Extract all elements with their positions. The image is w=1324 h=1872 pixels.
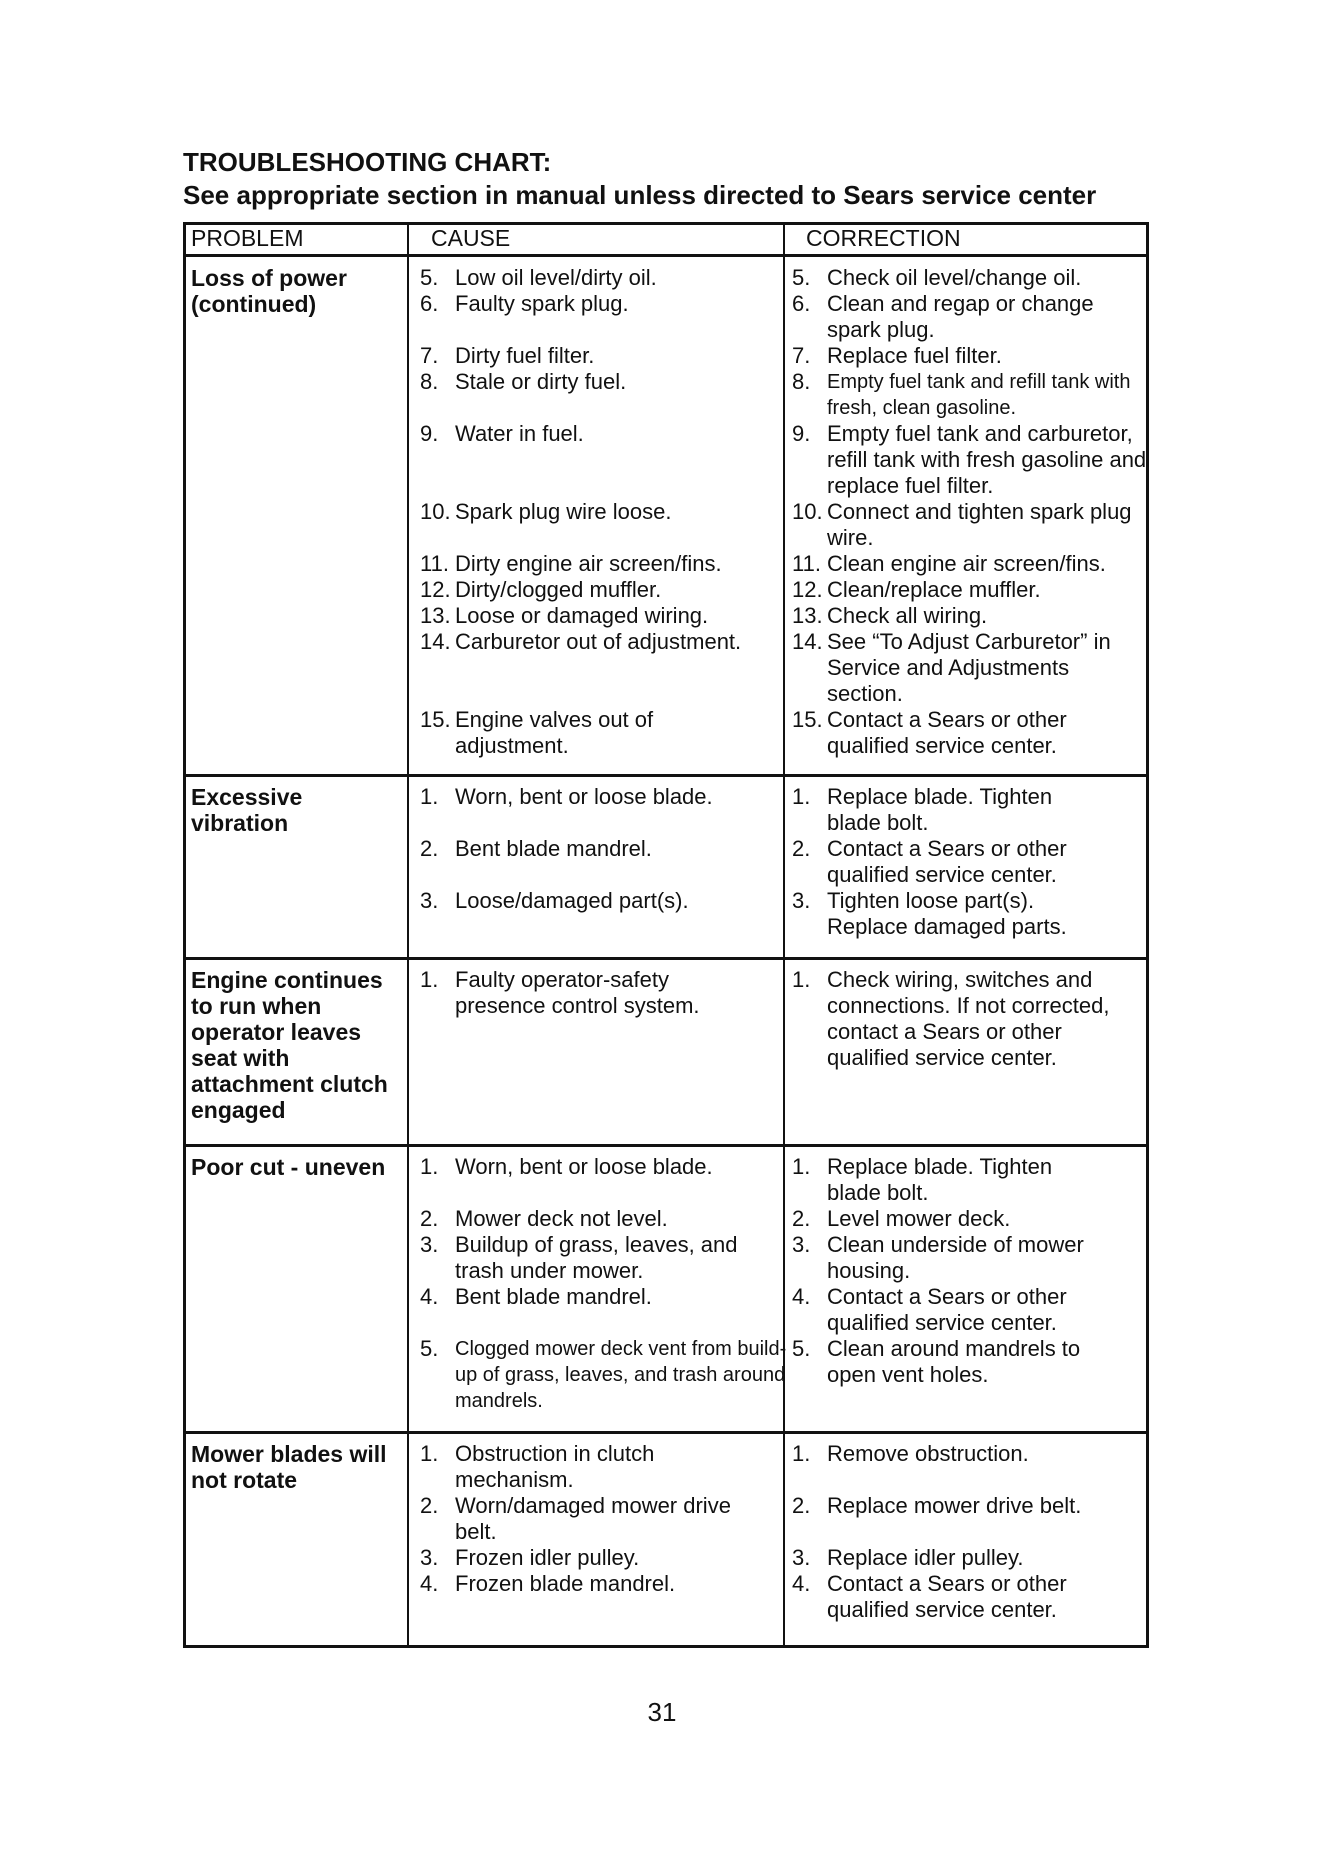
item-text: Obstruction in clutch mechanism. xyxy=(455,1441,655,1492)
item-number: 1. xyxy=(420,1441,439,1466)
item-text: Level mower deck. xyxy=(827,1206,1011,1231)
list-item xyxy=(792,1571,1102,1623)
item-text: Spark plug wire loose. xyxy=(455,499,672,524)
item-text: Engine valves out of adjustment. xyxy=(455,707,654,758)
item-text: Check wiring, switches and connections. If not corrected, contact a Sears or other qualified service center. xyxy=(827,967,1110,1070)
item-number: 9. xyxy=(792,421,811,446)
chart-subtitle: See appropriate section in manual unless directed to Sears service center xyxy=(183,180,1097,210)
list-item xyxy=(420,1571,790,1597)
item-number: 3. xyxy=(792,1545,811,1570)
item-text: Replace idler pulley. xyxy=(827,1545,1024,1570)
list-item xyxy=(420,603,790,629)
item-text: Replace blade. Tighten blade bolt. xyxy=(827,1154,1053,1205)
list-item xyxy=(792,707,1147,759)
item-text: Buildup of grass, leaves, and trash under mower. xyxy=(455,1232,738,1283)
item-text: Empty fuel tank and carburetor, refill tank with fresh gasoline and replace fuel filter. xyxy=(827,421,1147,498)
item-text: Clean underside of mower housing. xyxy=(827,1232,1084,1283)
item-number: 2. xyxy=(792,1206,811,1231)
item-number: 6. xyxy=(420,291,439,316)
list-item xyxy=(792,888,1092,940)
item-number: 6. xyxy=(792,291,811,316)
header-divider xyxy=(183,254,1149,257)
item-number: 4. xyxy=(792,1571,811,1596)
item-text: Dirty engine air screen/fins. xyxy=(455,551,722,576)
correction-cell xyxy=(792,265,1147,759)
item-number: 3. xyxy=(420,1545,439,1570)
page-number: 31 xyxy=(647,1697,677,1727)
list-item xyxy=(792,603,1147,629)
item-number: 1. xyxy=(792,1154,811,1179)
item-text: Remove obstruction. xyxy=(827,1441,1029,1466)
item-text: Contact a Sears or other qualified service center. xyxy=(827,1284,1067,1335)
list-item xyxy=(420,499,790,525)
item-text: Contact a Sears or other qualified service center. xyxy=(827,1571,1067,1622)
list-item xyxy=(792,1284,1102,1336)
item-text: Tighten loose part(s). Replace damaged parts. xyxy=(827,888,1067,939)
list-item xyxy=(420,784,790,810)
item-number: 1. xyxy=(792,784,811,809)
list-item xyxy=(420,551,790,577)
list-item xyxy=(792,291,1147,343)
header-cause: CAUSE xyxy=(431,225,511,251)
item-text: Bent blade mandrel. xyxy=(455,1284,652,1309)
list-item xyxy=(420,888,790,914)
item-number: 1. xyxy=(792,1441,811,1466)
item-number: 8. xyxy=(420,369,439,394)
item-number: 11. xyxy=(792,551,821,576)
header-problem: PROBLEM xyxy=(191,225,304,251)
item-number: 2. xyxy=(792,1493,811,1518)
item-number: 2. xyxy=(420,1206,439,1231)
list-item xyxy=(420,291,790,317)
list-item xyxy=(792,629,1147,707)
list-item xyxy=(420,1545,790,1571)
item-number: 14. xyxy=(420,629,451,654)
item-text: Contact a Sears or other qualified service center. xyxy=(827,707,1067,758)
correction-cell xyxy=(792,967,1147,1071)
item-text: Mower deck not level. xyxy=(455,1206,668,1231)
item-text: Faulty operator-safety presence control system. xyxy=(455,967,700,1018)
item-text: Loose or damaged wiring. xyxy=(455,603,709,628)
item-text: Worn/damaged mower drive belt. xyxy=(455,1493,731,1544)
item-number: 9. xyxy=(420,421,439,446)
item-number: 12. xyxy=(792,577,823,602)
item-text: Check oil level/change oil. xyxy=(827,265,1082,290)
row-divider xyxy=(183,774,1149,777)
cause-cell xyxy=(420,265,790,759)
item-text: Empty fuel tank and refill tank with fresh, clean gasoline. xyxy=(827,371,1131,419)
troubleshooting-table xyxy=(183,222,1149,1648)
list-item xyxy=(792,1545,1147,1571)
list-item xyxy=(792,1206,1147,1232)
item-number: 11. xyxy=(420,551,449,576)
item-text: Clean and regap or change spark plug. xyxy=(827,291,1094,342)
list-item xyxy=(420,1154,790,1180)
correction-cell xyxy=(792,1154,1147,1388)
list-item xyxy=(420,836,790,862)
cause-cell xyxy=(420,784,790,914)
chart-title: TROUBLESHOOTING CHART: xyxy=(183,147,552,177)
item-number: 1. xyxy=(420,784,439,809)
item-number: 15. xyxy=(420,707,451,732)
list-item xyxy=(420,1206,790,1232)
list-item xyxy=(792,577,1147,603)
problem-cell: Poor cut - uneven xyxy=(191,1154,386,1180)
list-item xyxy=(420,629,790,655)
item-text: Check all wiring. xyxy=(827,603,988,628)
item-number: 12. xyxy=(420,577,451,602)
item-number: 2. xyxy=(420,1493,439,1518)
problem-cell: Mower blades will not rotate xyxy=(191,1441,387,1493)
item-number: 15. xyxy=(792,707,823,732)
item-text: Dirty fuel filter. xyxy=(455,343,595,368)
item-number: 1. xyxy=(420,1154,439,1179)
list-item xyxy=(420,707,710,759)
item-number: 4. xyxy=(420,1571,439,1596)
list-item xyxy=(792,1232,1147,1284)
item-text: Frozen idler pulley. xyxy=(455,1545,640,1570)
problem-cell: Excessive vibration xyxy=(191,784,303,836)
header-correction: CORRECTION xyxy=(806,225,961,251)
item-number: 5. xyxy=(420,1336,439,1361)
item-number: 3. xyxy=(792,1232,811,1257)
list-item xyxy=(792,551,1147,577)
item-text: Low oil level/dirty oil. xyxy=(455,265,657,290)
list-item xyxy=(792,343,1147,369)
correction-cell xyxy=(792,784,1147,940)
item-text: Connect and tighten spark plug wire. xyxy=(827,499,1132,550)
problem-cell: Engine continues to run when operator leaves seat with attachment clutch engaged xyxy=(191,967,388,1123)
cause-cell xyxy=(420,1154,790,1414)
list-item xyxy=(420,1493,770,1545)
item-number: 13. xyxy=(420,603,451,628)
item-text: See “To Adjust Carburetor” in Service and Adjustments section. xyxy=(827,629,1111,706)
list-item xyxy=(420,421,790,447)
item-text: Frozen blade mandrel. xyxy=(455,1571,676,1596)
item-number: 8. xyxy=(792,369,811,394)
item-text: Clean around mandrels to open vent holes. xyxy=(827,1336,1081,1387)
row-divider xyxy=(183,957,1149,960)
list-item xyxy=(792,1441,1147,1467)
item-number: 4. xyxy=(792,1284,811,1309)
table-border-left xyxy=(183,222,186,1648)
row-divider xyxy=(183,1144,1149,1147)
item-text: Clogged mower deck vent from build-up of grass, leaves, and trash around mandrels. xyxy=(455,1338,787,1412)
item-number: 10. xyxy=(420,499,451,524)
item-number: 7. xyxy=(420,343,439,368)
item-number: 4. xyxy=(420,1284,439,1309)
item-text: Worn, bent or loose blade. xyxy=(455,784,713,809)
list-item xyxy=(420,1336,790,1414)
list-item xyxy=(420,369,790,395)
list-item xyxy=(792,499,1147,551)
item-text: Bent blade mandrel. xyxy=(455,836,652,861)
item-number: 2. xyxy=(420,836,439,861)
item-text: Stale or dirty fuel. xyxy=(455,369,627,394)
list-item xyxy=(420,1232,790,1284)
list-item xyxy=(420,343,790,369)
item-number: 13. xyxy=(792,603,823,628)
item-text: Replace blade. Tighten blade bolt. xyxy=(827,784,1053,835)
item-number: 2. xyxy=(792,836,811,861)
item-number: 7. xyxy=(792,343,811,368)
list-item xyxy=(792,1154,1082,1206)
list-item xyxy=(792,967,1147,1071)
column-divider-cause xyxy=(407,222,409,1648)
problem-cell: Loss of power (continued) xyxy=(191,265,347,317)
item-number: 5. xyxy=(792,1336,811,1361)
table-border-top xyxy=(183,222,1149,225)
item-number: 3. xyxy=(420,888,439,913)
list-item xyxy=(420,967,720,1019)
list-item xyxy=(792,421,1147,499)
item-number: 5. xyxy=(420,265,439,290)
row-divider xyxy=(183,1431,1149,1434)
item-number: 1. xyxy=(792,967,811,992)
correction-cell xyxy=(792,1441,1147,1623)
list-item xyxy=(792,369,1147,421)
item-number: 14. xyxy=(792,629,823,654)
list-item xyxy=(792,784,1082,836)
list-item xyxy=(792,1493,1147,1519)
item-text: Loose/damaged part(s). xyxy=(455,888,689,913)
table-border-bottom xyxy=(183,1645,1149,1648)
item-text: Worn, bent or loose blade. xyxy=(455,1154,713,1179)
item-number: 3. xyxy=(420,1232,439,1257)
list-item xyxy=(420,1284,790,1310)
item-number: 10. xyxy=(792,499,823,524)
cause-cell xyxy=(420,1441,790,1597)
list-item xyxy=(420,577,790,603)
cause-cell xyxy=(420,967,790,1019)
item-text: Water in fuel. xyxy=(455,421,584,446)
list-item xyxy=(792,836,1102,888)
item-number: 3. xyxy=(792,888,811,913)
item-number: 5. xyxy=(792,265,811,290)
list-item xyxy=(420,1441,700,1493)
item-text: Dirty/clogged muffler. xyxy=(455,577,662,602)
item-text: Replace fuel filter. xyxy=(827,343,1002,368)
list-item xyxy=(792,265,1147,291)
list-item xyxy=(792,1336,1102,1388)
item-text: Contact a Sears or other qualified service center. xyxy=(827,836,1067,887)
item-text: Faulty spark plug. xyxy=(455,291,629,316)
item-text: Replace mower drive belt. xyxy=(827,1493,1082,1518)
item-number: 1. xyxy=(420,967,439,992)
item-text: Clean engine air screen/fins. xyxy=(827,551,1106,576)
item-text: Carburetor out of adjustment. xyxy=(455,629,742,654)
list-item xyxy=(420,265,790,291)
item-text: Clean/replace muffler. xyxy=(827,577,1041,602)
